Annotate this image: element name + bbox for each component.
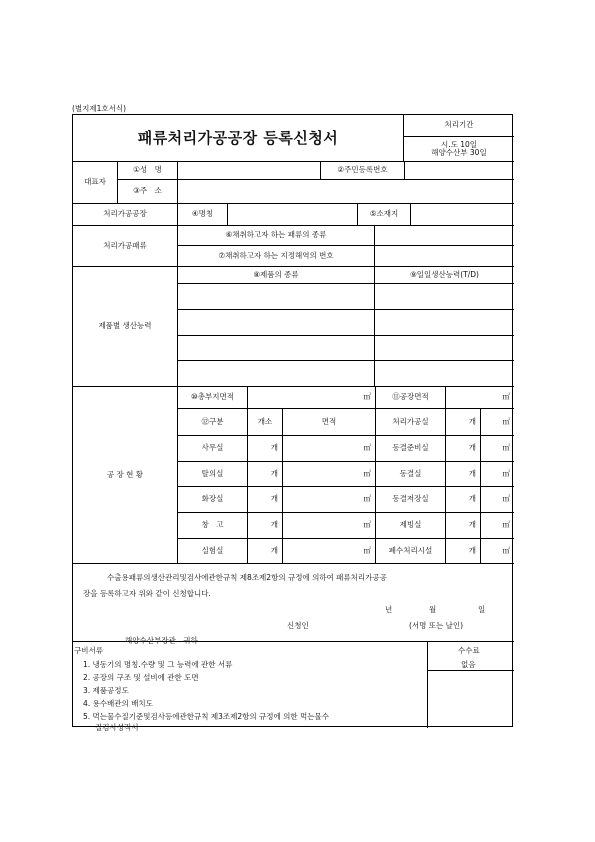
address-field[interactable] <box>178 180 514 204</box>
site-area-field[interactable] <box>248 387 376 409</box>
site-area-label: ⑩총부지면적 <box>178 387 248 409</box>
count-unit: 개 <box>248 539 283 564</box>
resident-number-field[interactable] <box>405 162 514 180</box>
area-number-field[interactable] <box>375 246 514 267</box>
daily-capacity-field[interactable] <box>375 336 514 361</box>
area-unit: ㎡ <box>363 392 371 402</box>
room-label: 제빙실 <box>376 513 446 539</box>
document-item: 1. 냉동기의 명칭.수량 및 그 능력에 관한 서류 <box>83 660 233 669</box>
area-number-label: ⑦채취하고자 하는 지정해역의 번호 <box>178 246 375 267</box>
area-unit: ㎡ <box>481 539 514 564</box>
processing-period-province: 시.도 10일 <box>440 139 478 149</box>
count-unit: 개 <box>446 436 481 462</box>
shellfish-species-field[interactable] <box>375 226 514 246</box>
room-label: 동결실 <box>376 462 446 487</box>
process-room-header: 처리가공실 <box>376 409 446 436</box>
name-label: ①성 명 <box>118 162 178 180</box>
plant-label: 처리가공공장 <box>73 204 178 226</box>
form-code: (별지제1호서식) <box>72 104 127 113</box>
room-label: 사무실 <box>178 436 248 462</box>
room-label: 탈의실 <box>178 462 248 487</box>
document-item: 4. 용수배관의 배치도 <box>83 699 153 708</box>
applicant-label: 신청인 <box>287 621 309 630</box>
plant-location-label: ⑤소재지 <box>358 204 411 226</box>
address-label: ③주 소 <box>118 180 178 204</box>
product-kind-field[interactable] <box>178 310 375 336</box>
processing-period-header: 처리기간 <box>404 115 514 137</box>
room-label: 동결준비실 <box>376 436 446 462</box>
facility-label: 공 장 현 황 <box>73 387 178 564</box>
plant-name-label: ④명칭 <box>178 204 228 226</box>
processing-period-ministry: 해양수산부 30일 <box>431 148 487 157</box>
representative-label: 대표자 <box>73 162 118 204</box>
fee-header: 수수료 <box>458 646 480 655</box>
area-unit: ㎡ <box>283 513 376 539</box>
type-header: ⑫구분 <box>178 409 248 436</box>
area-unit: ㎡ <box>283 539 376 564</box>
date-year-label: 년 <box>385 605 393 614</box>
daily-capacity-field[interactable] <box>375 284 514 310</box>
daily-capacity-header: ⑨일일생산능력(T/D) <box>375 267 514 284</box>
shellfish-label: 처리가공패류 <box>73 226 178 267</box>
area-header: 면적 <box>283 409 376 436</box>
daily-capacity-field[interactable] <box>375 361 514 387</box>
area-unit: ㎡ <box>481 487 514 513</box>
area-unit: ㎡ <box>481 462 514 487</box>
product-kind-field[interactable] <box>178 336 375 361</box>
document-item: 5. 먹는물수질기준및검사등에관한규칙 제3조제2항의 규정에 의한 먹는물수 <box>83 712 329 721</box>
resident-number-label: ②주민등록번호 <box>321 162 405 180</box>
document-item-continued: 질검사성적서 <box>95 723 139 732</box>
processing-period-values <box>404 137 514 162</box>
count-unit: 개 <box>446 487 481 513</box>
factory-area-field[interactable] <box>446 387 514 409</box>
room-label: 창 고 <box>178 513 248 539</box>
addressee: 해양수산부장관 귀하 <box>125 636 198 645</box>
area-unit: ㎡ <box>283 462 376 487</box>
area-unit: ㎡ <box>481 436 514 462</box>
area-unit: ㎡ <box>283 487 376 513</box>
area-unit: ㎡ <box>502 392 510 402</box>
count-header: 개소 <box>248 409 283 436</box>
plant-location-field[interactable] <box>411 204 514 226</box>
plant-name-field[interactable] <box>228 204 358 226</box>
date-day-label: 일 <box>478 605 486 614</box>
product-kind-field[interactable] <box>178 284 375 310</box>
documents-header: 구비서류 <box>74 646 103 655</box>
document-item: 2. 공장의 구조 및 설비에 관한 도면 <box>83 673 199 682</box>
declaration-line-2: 장을 등록하고자 위와 같이 신청합니다. <box>83 589 211 598</box>
count-unit: 개 <box>446 539 481 564</box>
count-unit: 개 <box>446 409 481 436</box>
fee-value: 없음 <box>461 660 476 669</box>
count-unit: 개 <box>446 462 481 487</box>
count-unit: 개 <box>248 513 283 539</box>
count-unit: 개 <box>248 436 283 462</box>
count-unit: 개 <box>248 487 283 513</box>
area-unit: ㎡ <box>481 409 514 436</box>
declaration-line-1: 수출용패류의생산관리및검사에관한규칙 제8조제2항의 규정에 의하여 패류처리가공공 <box>107 573 387 582</box>
room-label: 실험실 <box>178 539 248 564</box>
form-title: 패류처리가공공장 등록신청서 <box>73 115 404 162</box>
room-label: 폐수처리시설 <box>376 539 446 564</box>
name-field[interactable] <box>178 162 321 180</box>
date-month-label: 월 <box>429 605 437 614</box>
area-unit: ㎡ <box>481 513 514 539</box>
room-label: 동결저장실 <box>376 487 446 513</box>
document-item: 3. 제품공정도 <box>83 686 129 695</box>
count-unit: 개 <box>446 513 481 539</box>
signature-label: (서명 또는 날인) <box>409 621 464 630</box>
product-kind-header: ⑧제품의 종류 <box>178 267 375 284</box>
count-unit: 개 <box>248 462 283 487</box>
registration-form <box>72 114 513 732</box>
shellfish-species-label: ⑥채취하고자 하는 패류의 종류 <box>178 226 375 246</box>
capacity-label: 제품별 생산능력 <box>73 267 178 387</box>
daily-capacity-field[interactable] <box>375 310 514 336</box>
factory-area-label: ⑪공장면적 <box>376 387 446 409</box>
product-kind-field[interactable] <box>178 361 375 387</box>
area-unit: ㎡ <box>283 436 376 462</box>
room-label: 화장실 <box>178 487 248 513</box>
